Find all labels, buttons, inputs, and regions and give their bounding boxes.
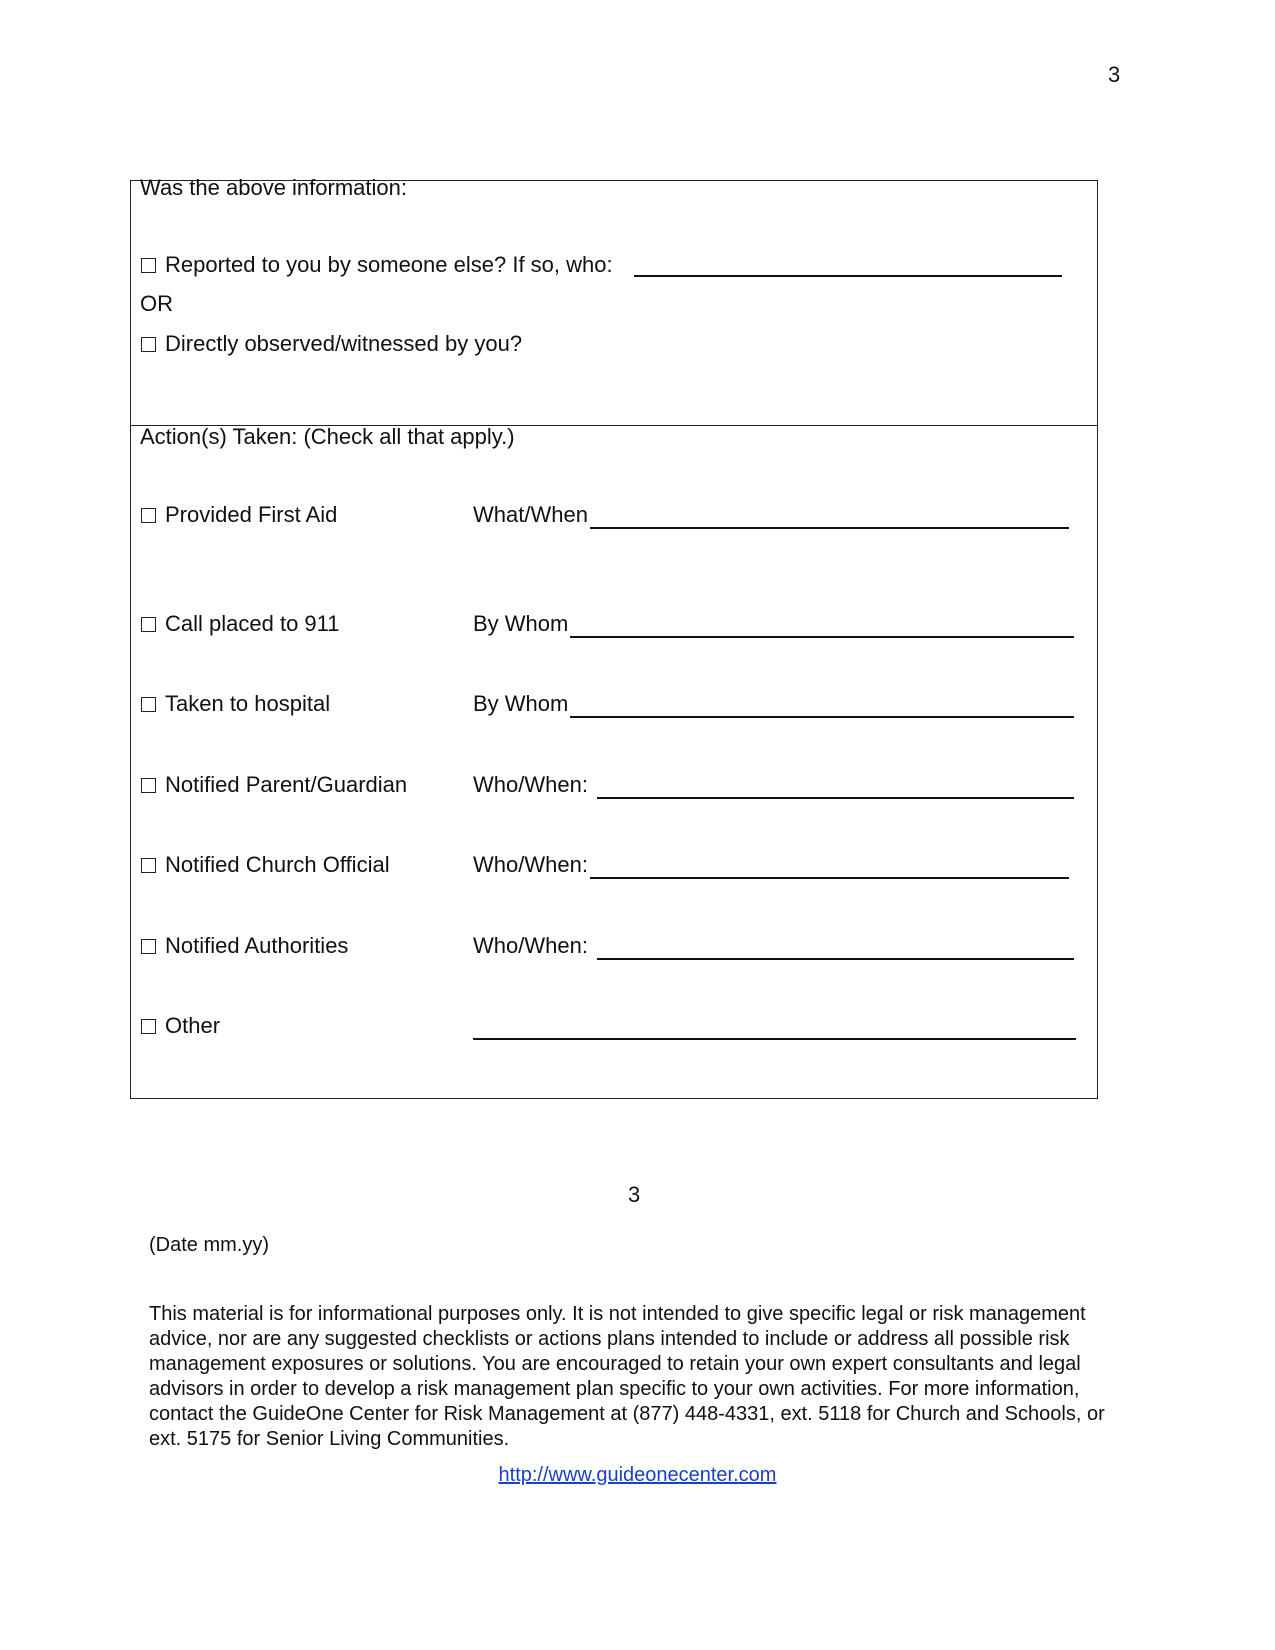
first-aid-label: Provided First Aid <box>165 502 338 527</box>
observed-label: Directly observed/witnessed by you? <box>165 331 523 356</box>
guideone-website-link[interactable]: http://www.guideonecenter.com <box>498 1464 777 1486</box>
information-source-section <box>131 175 1097 426</box>
call-911-field-label: By Whom <box>473 611 569 636</box>
disclaimer-text: This material is for informational purposes only. It is not intended to give specific legal or risk management advice, nor are any suggested checklists or actions plans intended to include or address all possible risk management exposures or solutions. You are encouraged to retain your own expert consultants and legal advisors in order to develop a risk management plan specific to your own activities. For more information, contact the GuideOne Center for Risk Management at (877) 448-4331, ext. 5118 for Church and Schools, or ext. 5175 for Senior Living Communities. <box>149 1303 1105 1450</box>
hospital-label: Taken to hospital <box>165 691 331 716</box>
observed-checkbox[interactable] <box>141 337 156 352</box>
church-official-checkbox[interactable] <box>141 858 156 873</box>
reported-option <box>141 252 613 278</box>
action-item-first-aid <box>141 502 337 528</box>
parent-label: Notified Parent/Guardian <box>165 772 408 797</box>
action-item-parent <box>141 772 407 798</box>
hospital-by-whom-field[interactable] <box>570 716 1074 718</box>
church-official-label: Notified Church Official <box>165 852 390 877</box>
reported-label: Reported to you by someone else? If so, who: <box>165 252 613 277</box>
authorities-label: Notified Authorities <box>165 933 349 958</box>
first-aid-what-when-field[interactable] <box>590 527 1069 529</box>
actions-taken-section <box>131 426 1097 1098</box>
footer-link-container <box>0 1464 1275 1487</box>
reported-who-field[interactable] <box>634 275 1062 277</box>
parent-who-when-field[interactable] <box>597 797 1074 799</box>
action-item-other <box>141 1013 220 1039</box>
other-label: Other <box>165 1013 221 1038</box>
or-text: OR <box>140 291 173 316</box>
action-item-call-911 <box>141 611 340 637</box>
call-911-by-whom-field[interactable] <box>570 636 1074 638</box>
church-official-field-label: Who/When: <box>473 852 588 877</box>
date-note: (Date mm.yy) <box>149 1234 269 1256</box>
reported-checkbox[interactable] <box>141 258 156 273</box>
call-911-checkbox[interactable] <box>141 617 156 632</box>
footer-page-number: 3 <box>628 1182 641 1207</box>
action-item-church-official <box>141 852 390 878</box>
authorities-who-when-field[interactable] <box>597 958 1074 960</box>
action-item-hospital <box>141 691 330 717</box>
parent-field-label: Who/When: <box>473 772 588 797</box>
parent-checkbox[interactable] <box>141 778 156 793</box>
call-911-label: Call placed to 911 <box>165 611 340 636</box>
first-aid-checkbox[interactable] <box>141 508 156 523</box>
incident-form-table <box>130 175 1098 1099</box>
authorities-checkbox[interactable] <box>141 939 156 954</box>
other-checkbox[interactable] <box>141 1019 156 1034</box>
page-number-top: 3 <box>1108 62 1121 87</box>
hospital-field-label: By Whom <box>473 691 569 716</box>
source-heading: Was the above information: <box>140 175 407 200</box>
church-official-who-when-field[interactable] <box>590 877 1069 879</box>
actions-heading: Action(s) Taken: (Check all that apply.) <box>140 424 515 449</box>
action-item-authorities <box>141 933 348 959</box>
observed-option <box>141 331 522 357</box>
hospital-checkbox[interactable] <box>141 697 156 712</box>
other-details-field[interactable] <box>473 1038 1076 1040</box>
first-aid-field-label: What/When <box>473 502 588 527</box>
authorities-field-label: Who/When: <box>473 933 588 958</box>
